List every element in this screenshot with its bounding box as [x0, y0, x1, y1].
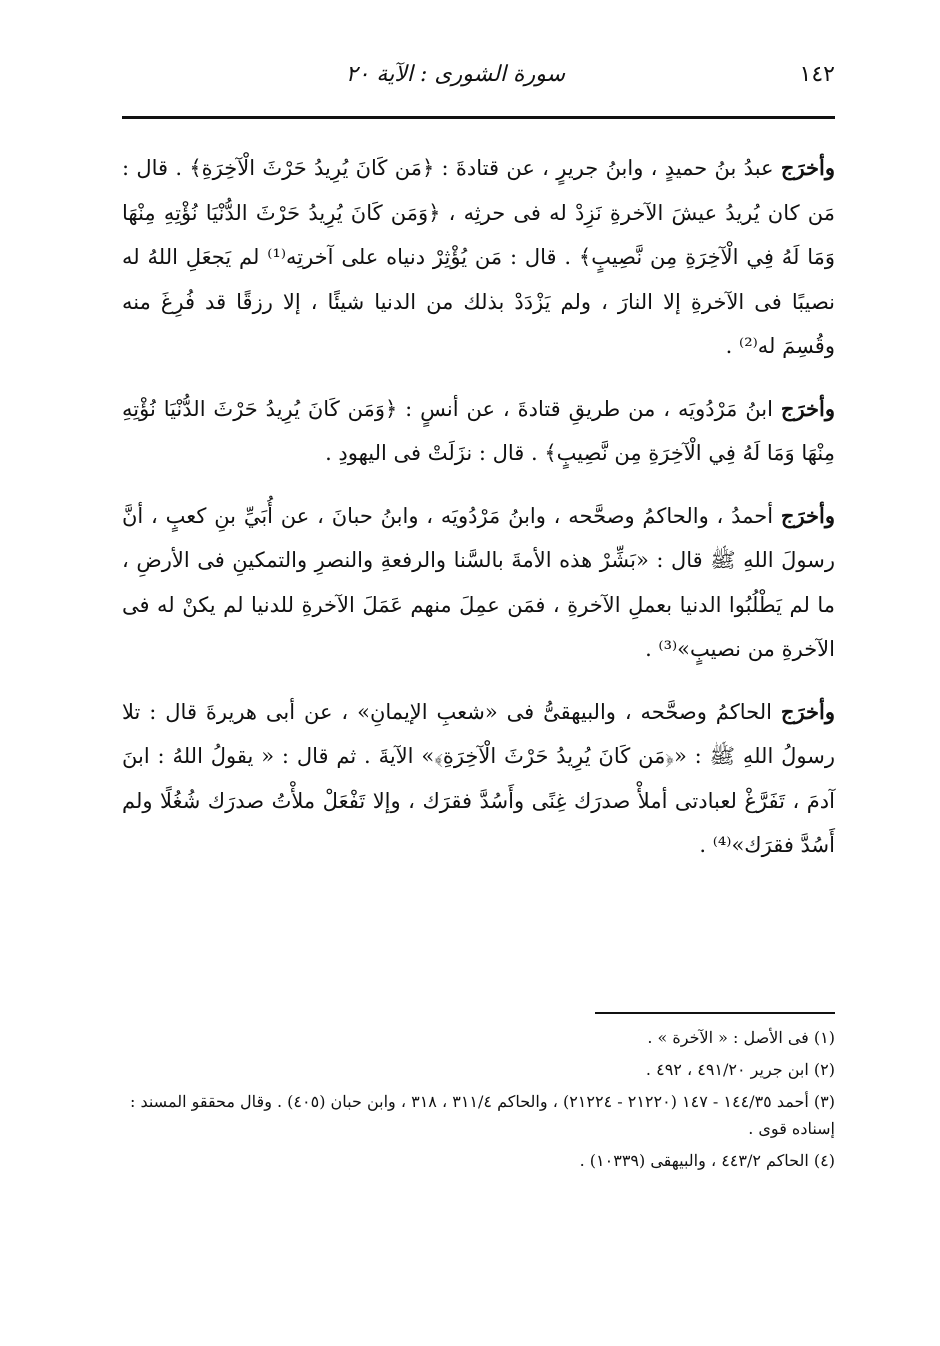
paragraph-body: أحمدُ ، والحاكمُ وصحَّحه ، وابنُ مَرْدُويَه ، وابنُ حبانَ ، عن أُبَيِّ بنِ كعبٍ ، أنَّ رسولَ اللهِ ﷺ قال : «بَشِّرْ هذه الأمةَ بالسَّنا والرفعةِ والنصرِ والتمكينِ فى الأرضِ ، ما لم يَطْلُبُوا الدنيا بعملِ الآخرةِ ، فمَن عمِلَ منهم عَمَلَ الآخرةِ للدنيا لم يكنْ له فى الآخرةِ من نصيبٍ»⁽³⁾ . — [122, 503, 835, 661]
footnote: (٤) الحاكم ٤٤٣/٢ ، والبيهقى (١٠٣٣٩) . — [579, 1151, 835, 1170]
main-text — [122, 146, 835, 886]
page-header — [120, 58, 835, 102]
paragraph-lead: وأخرَج — [780, 502, 835, 528]
footnote: (٢) ابن جرير ٤٩١/٢٠ ، ٤٩٢ . — [645, 1060, 835, 1079]
paragraph-lead: وأخرَج — [780, 155, 835, 180]
paragraph-body: الحاكمُ وصحَّحه ، والبيهقىُّ فى «شعبِ الإيمانِ» ، عن أبى هريرةَ قال : تلا رسولُ اللهِ ﷺ : «﴿مَن كَانَ يُرِيدُ حَرْثَ الْآخِرَةِ﴾» الآيةَ . ثم قال : « يقولُ اللهُ : ابنَ آدمَ ، تَفَرَّغْ لعبادتى أملأْ صدرَك غِنًى وأَسُدَّ فقرَك ، وإلا تَفْعَلْ ملأْتُ صدرَك شُغُلًا ولم أَسُدَّ فقرَك»⁽⁴⁾ . — [122, 699, 835, 857]
paragraph-body: عبدُ بنُ حميدٍ ، وابنُ جريرٍ ، عن قتادةَ : ﴿مَن كَانَ يُرِيدُ حَرْثَ الْآخِرَةِ﴾ . قال : مَن كان يُريدُ عيشَ الآخرةِ نَزِدْ له فى حرثِه ، ﴿وَمَن كَانَ يُرِيدُ حَرْثَ الدُّنْيَا نُؤْتِهِ مِنْهَا وَمَا لَهُ فِي الْآخِرَةِ مِن نَّصِيبٍ﴾ . قال : مَن يُؤْثِرْ دنياه على آخرتِه⁽¹⁾ لم يَجعَلِ اللهُ له نصيبًا فى الآخرةِ إلا النارَ ، ولم يَزْدَدْ بذلك من الدنيا شيئًا ، إلا رزقًا قد فُرِغَ منه وقُسِمَ له⁽²⁾ . — [122, 156, 835, 358]
page-number: ١٤٢ — [799, 62, 835, 87]
footnote: (٣) أحمد ١٤٤/٣٥ - ١٤٧ (٢١٢٢٠ - ٢١٢٢٤) ، والحاكم ٣١١/٤ ، ٣١٨ ، وابن حبان (٤٠٥) . وقال محققو المسند : إسناده قوى . — [129, 1092, 835, 1138]
paragraph-lead: وأخرَج — [780, 698, 835, 724]
footnote: (١) فى الأصل : « الآخرة » . — [647, 1028, 835, 1047]
paragraph — [122, 146, 835, 369]
running-title: سورة الشورى : الآية ٢٠ — [345, 62, 565, 87]
paragraph — [122, 494, 835, 672]
header-divider — [122, 116, 835, 119]
paragraph-body: ابنُ مَرْدُويَه ، من طريقِ قتادةَ ، عن أنسٍ : ﴿وَمَن كَانَ يُرِيدُ حَرْثَ الدُّنْيَا نُؤْتِهِ مِنْهَا وَمَا لَهُ فِي الْآخِرَةِ مِن نَّصِيبٍ﴾ . قال : نزَلَتْ فى اليهودِ . — [122, 396, 835, 465]
paragraph — [122, 387, 835, 476]
footnote-divider — [595, 1012, 835, 1014]
paragraph — [122, 690, 835, 868]
paragraph-lead: وأخرَج — [780, 395, 835, 421]
footnotes — [122, 1024, 835, 1179]
